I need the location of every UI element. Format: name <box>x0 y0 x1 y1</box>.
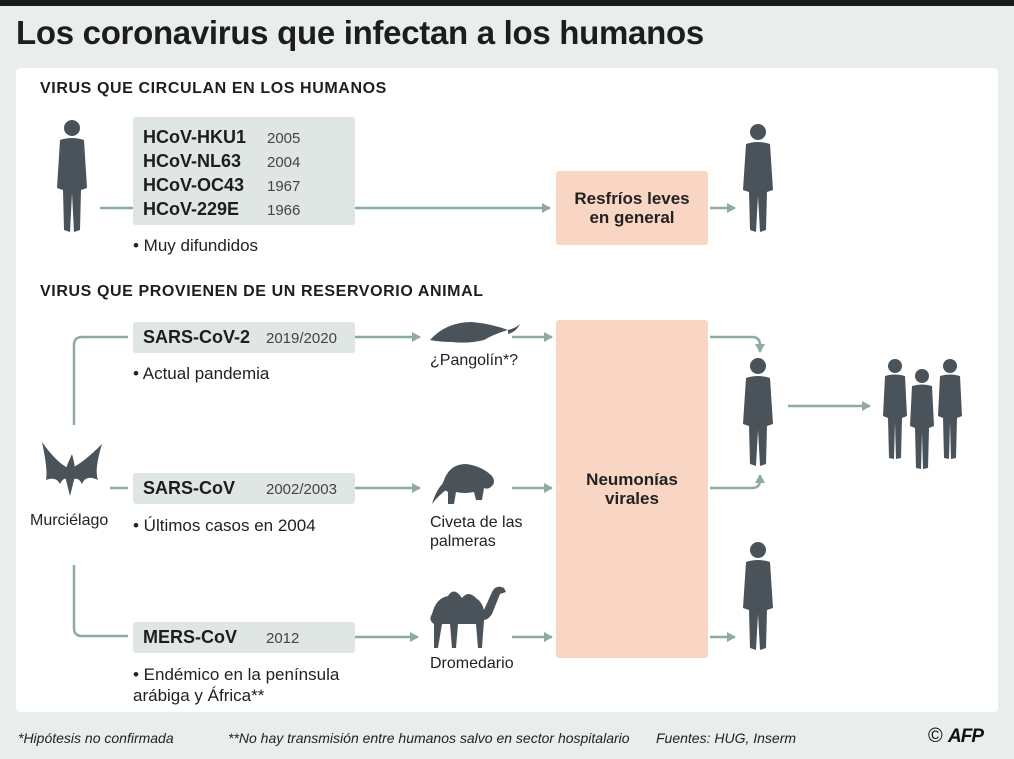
host-label-pangolin: ¿Pangolín*? <box>430 352 519 369</box>
human-icon <box>743 124 773 232</box>
virus-year: 2005 <box>267 130 301 147</box>
virus-note: • Endémico en la península arábiga y África** <box>133 665 340 705</box>
human-icon <box>743 542 773 650</box>
virus-name: MERS-CoV <box>143 627 237 647</box>
human-icon <box>743 358 773 466</box>
virus-year: 1966 <box>267 202 301 219</box>
civet-icon <box>432 464 494 504</box>
virus-name: HCoV-HKU1 <box>143 127 247 147</box>
virus-name: HCoV-OC43 <box>143 175 245 195</box>
page-title: Los coronavirus que infectan a los humanos <box>16 14 704 51</box>
section-heading-human: VIRUS QUE CIRCULAN EN LOS HUMANOS <box>40 80 387 97</box>
virus-year: 2012 <box>266 630 300 647</box>
human-virus-note: • Muy difundidos <box>133 236 259 255</box>
virus-year: 1967 <box>267 178 301 195</box>
virus-year: 2019/2020 <box>266 330 337 347</box>
virus-name: HCoV-229E <box>143 199 240 219</box>
human-group-icon <box>883 359 962 469</box>
footer-sources: Fuentes: HUG, Inserm <box>656 730 797 746</box>
section-heading-animal: VIRUS QUE PROVIENEN DE UN RESERVORIO ANIMAL <box>40 283 484 300</box>
virus-name: HCoV-NL63 <box>143 151 242 171</box>
virus-name: SARS-CoV-2 <box>143 327 251 347</box>
human-icon <box>57 120 87 232</box>
bat-icon <box>42 442 102 496</box>
virus-note: • Actual pandemia <box>133 364 270 383</box>
pangolin-icon <box>430 322 520 343</box>
virus-name: SARS-CoV <box>143 478 236 498</box>
virus-note: • Últimos casos en 2004 <box>133 516 316 535</box>
virus-year: 2004 <box>267 154 301 171</box>
effect-label-severe: Neumonías virales <box>586 470 678 508</box>
camel-icon <box>430 587 506 648</box>
copyright-symbol: © <box>928 725 943 747</box>
host-label-camel: Dromedario <box>430 655 514 672</box>
footer-note-2: **No hay transmisión entre humanos salvo en sector hospitalario <box>228 730 630 746</box>
host-label-civet: Civeta de las palmeras <box>430 514 523 550</box>
afp-logo: AFP <box>948 726 983 747</box>
footer-note-1: *Hipótesis no confirmada <box>18 730 174 746</box>
reservoir-label: Murciélago <box>30 512 109 529</box>
virus-year: 2002/2003 <box>266 481 337 498</box>
effect-label-mild: Resfríos leves en general <box>574 189 690 227</box>
